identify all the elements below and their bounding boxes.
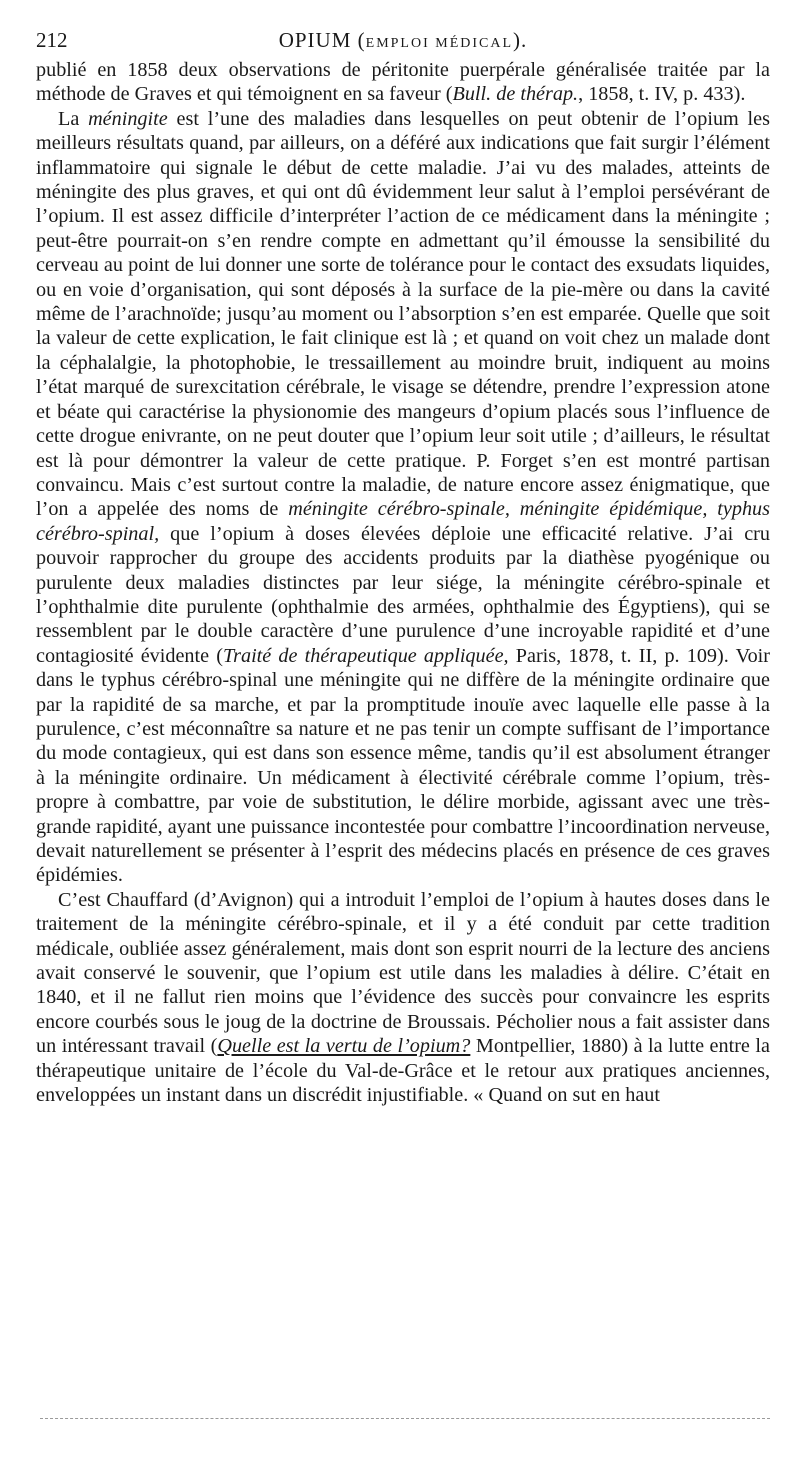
- running-title-main: OPIUM: [278, 28, 352, 52]
- body-text: [36, 58, 770, 1107]
- paragraph-2-text-1: La: [58, 107, 89, 130]
- document-page: [36, 24, 770, 1424]
- paragraph-2-term-names: méningite cérébro-spinale, méningite épidémique, typhus cérébro-spinal,: [36, 498, 770, 545]
- running-title-close: ).: [513, 28, 528, 52]
- paragraph-2-text-3: que l’opium à doses élevées déploie une efficacité relative. J’ai cru pouvoir rapprocher du groupe des accidents produits par la diathèse pyogénique ou purulente deux maladies distinctes par leur siége, la méningite cérébro-spinale et l’ophthalmie dite purulente (ophthalmie des armées, ophthalmie des Égyptiens), qui se ressemblent par le double caractère d’une purulence d’une incroyable rapidité et d’une contagiosité évidente (: [36, 522, 770, 667]
- paragraph-1-text-1: publié en 1858 deux observations de péritonite puerpérale généralisée traitée par la méthode de Graves et qui témoignent en sa faveur (: [36, 59, 770, 106]
- paragraph-2: [36, 107, 770, 888]
- paragraph-1-text-2: , 1858, t. IV, p. 433).: [578, 83, 746, 106]
- running-title-open: (: [351, 28, 366, 52]
- page-number: 212: [36, 28, 68, 52]
- paragraph-2-text-2: est l’une des maladies dans lesquelles on peut obtenir de l’opium les meilleurs résultats quand, par ailleurs, on a déféré aux indications que fait surgir l’élément inflammatoire qui signale le début de cette maladie. J’ai vu des malades, atteints de méningite des plus graves, et qui ont dû évidemment leur salut à l’emploi persévérant de l’opium. Il est assez difficile d’interpréter l’action de ce médicament dans la méningite ; peut-être pourrait-on s’en rendre compte en admettant qu’il émousse la sensibilité du cerveau au point de lui donner une sorte de tolérance pour le contact des exsudats liquides, ou en voie d’organisation, qui sont déposés à la surface de la pie-mère ou dans la cavité même de l’arachnoïde; jusqu’au moment ou l’absorption s’en est emparée. Quelle que soit la valeur de cette explication, le fait clinique est là ; et quand on voit chez un malade dont la céphalalgie, la photophobie, le tressaillement au moindre bruit, indiquent au moins l’état marqué de surexcitation cérébrale, le visage se détendre, prendre l’expression atone et béate qui caractérise la physionomie des mangeurs d’opium placés sous l’influence de cette drogue enivrante, on ne peut douter que l’opium leur soit utile ; d’ailleurs, le résultat est là pour démontrer la valeur de cette pratique. P. Forget s’en est montré partisan convaincu. Mais c’est surtout contre la maladie, de nature encore assez énigmatique, que l’on a appelée des noms de: [36, 107, 770, 521]
- paragraph-1-citation: Bull. de thérap.: [452, 83, 579, 106]
- running-title: [36, 24, 770, 60]
- running-head: [36, 24, 770, 56]
- running-title-sub: EMPLOI MÉDICAL: [365, 36, 514, 51]
- footer-rule: [40, 1418, 770, 1419]
- paragraph-3: [36, 888, 770, 1108]
- paragraph-2-term-meningite: méningite: [88, 107, 168, 130]
- paragraph-3-text-2: Montpellier, 1880) à la lutte entre la thérapeutique unitaire de l’école du Val-de-Grâce et le retour aux pratiques anciennes, enveloppées un instant dans un discrédit injustifiable. « Quand on sut en haut: [36, 1035, 770, 1107]
- paragraph-3-citation: Quelle est la vertu de l’opium?: [217, 1035, 471, 1058]
- paragraph-3-text-1: C’est Chauffard (d’Avignon) qui a introduit l’emploi de l’opium à hautes doses dans le traitement de la méningite cérébro-spinale, et il y a été conduit par cette tradition médicale, oubliée assez généralement, mais dont son esprit nourri de la lecture des anciens avait conservé le souvenir, que l’opium est utile dans les maladies à délire. C’était en 1840, et il ne fallut rien moins que l’évidence des succès pour convaincre les esprits encore courbés sous le joug de la doctrine de Broussais. Pécholier nous a fait assister dans un intéressant travail (: [36, 888, 770, 1058]
- paragraph-1: [36, 58, 770, 107]
- paragraph-2-citation: Traité de thérapeutique appliquée,: [223, 644, 509, 667]
- paragraph-2-text-4: Paris, 1878, t. II, p. 109). Voir dans le typhus cérébro-spinal une méningite qui ne diffère de la méningite ordinaire que par la rapidité de sa marche, et par la promptitude inouïe avec laquelle elle passe à la purulence, c’est méconnaître sa nature et ne pas tenir un compte suffisant de l’importance du mode contagieux, qui est dans son essence même, tandis qu’il est absolument étranger à la méningite ordinaire. Un médicament à électivité cérébrale comme l’opium, très-propre à combattre, par voie de substitution, le délire morbide, agissant avec une très-grande rapidité, ayant une puissance incontestée pour combattre l’incoordination nerveuse, devait naturellement se présenter à l’esprit des médecins placés en présence de ces graves épidémies.: [36, 644, 771, 887]
